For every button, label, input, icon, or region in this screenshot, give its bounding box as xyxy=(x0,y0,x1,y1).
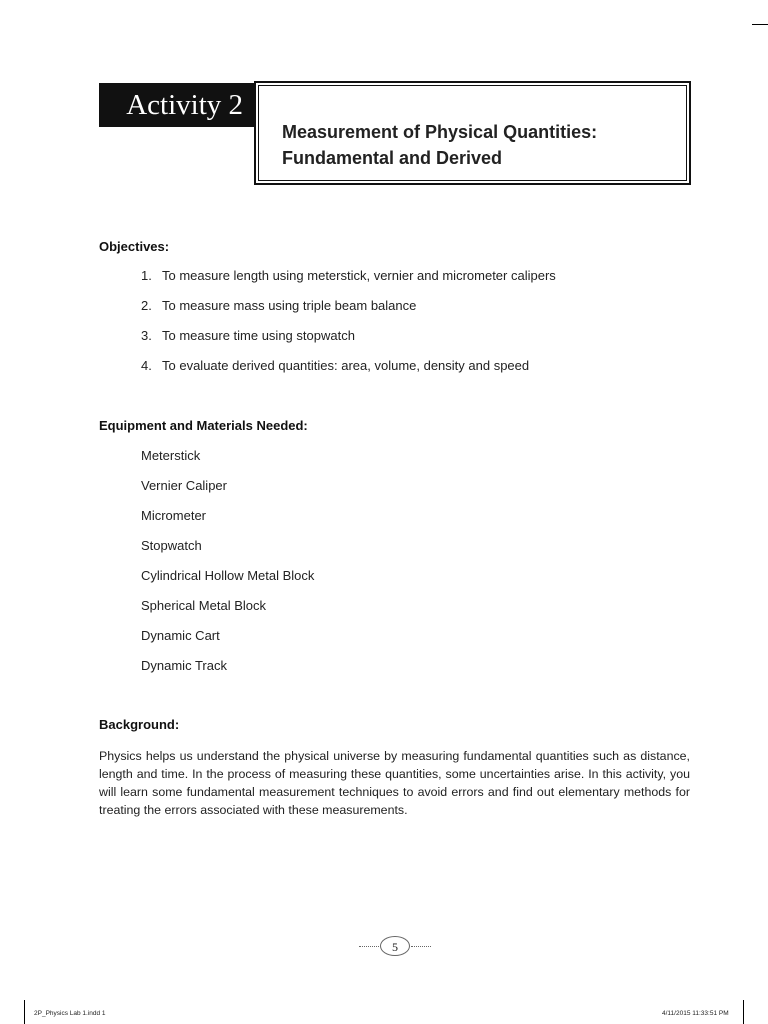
objective-number: 1. xyxy=(141,268,152,283)
objective-item xyxy=(141,358,529,373)
objective-number: 4. xyxy=(141,358,152,373)
objectives-heading: Objectives: xyxy=(99,239,170,254)
objective-item xyxy=(141,298,416,313)
equipment-item: Meterstick xyxy=(141,448,201,463)
background-paragraph: Physics helps us understand the physical universe by measuring fundamental quantities such as distance, length and time. In the process of measuring these quantities, some uncertainties arise. In this activity, you will learn some fundamental measurement techniques to avoid errors and find out elementary methods for treating the errors associated with these measurements. xyxy=(99,749,690,817)
crop-mark-bottom-right-vertical xyxy=(743,1000,744,1024)
page-number: 5 xyxy=(380,936,410,956)
equipment-item: Cylindrical Hollow Metal Block xyxy=(141,568,315,583)
equipment-heading: Equipment and Materials Needed: xyxy=(99,418,308,433)
objective-text: To measure length using meterstick, vernier and micrometer calipers xyxy=(162,268,556,283)
objective-item xyxy=(141,268,556,283)
equipment-item: Dynamic Cart xyxy=(141,628,220,643)
footer-timestamp: 4/11/2015 11:33:51 PM xyxy=(662,1010,729,1017)
objective-item xyxy=(141,328,355,343)
objective-number: 3. xyxy=(141,328,152,343)
objective-text: To evaluate derived quantities: area, volume, density and speed xyxy=(162,358,530,373)
equipment-item: Vernier Caliper xyxy=(141,478,227,493)
title-box xyxy=(254,81,691,185)
title-inner-frame xyxy=(258,85,687,181)
activity-label: Activity 2 xyxy=(99,83,255,127)
title-line-2: Fundamental and Derived xyxy=(282,148,503,168)
equipment-item: Micrometer xyxy=(141,508,207,523)
footer-file-name: 2P_Physics Lab 1.indd 1 xyxy=(34,1010,106,1017)
title-line-1: Measurement of Physical Quantities: xyxy=(282,122,598,142)
equipment-item: Spherical Metal Block xyxy=(141,598,266,613)
equipment-item: Stopwatch xyxy=(141,538,202,553)
background-heading: Background: xyxy=(99,717,180,732)
crop-mark-top-right-horizontal xyxy=(752,24,768,25)
objective-number: 2. xyxy=(141,298,152,313)
equipment-item: Dynamic Track xyxy=(141,658,227,673)
objective-text: To measure mass using triple beam balance xyxy=(162,298,417,313)
objective-text: To measure time using stopwatch xyxy=(162,328,355,343)
crop-mark-bottom-left-vertical xyxy=(24,1000,25,1024)
